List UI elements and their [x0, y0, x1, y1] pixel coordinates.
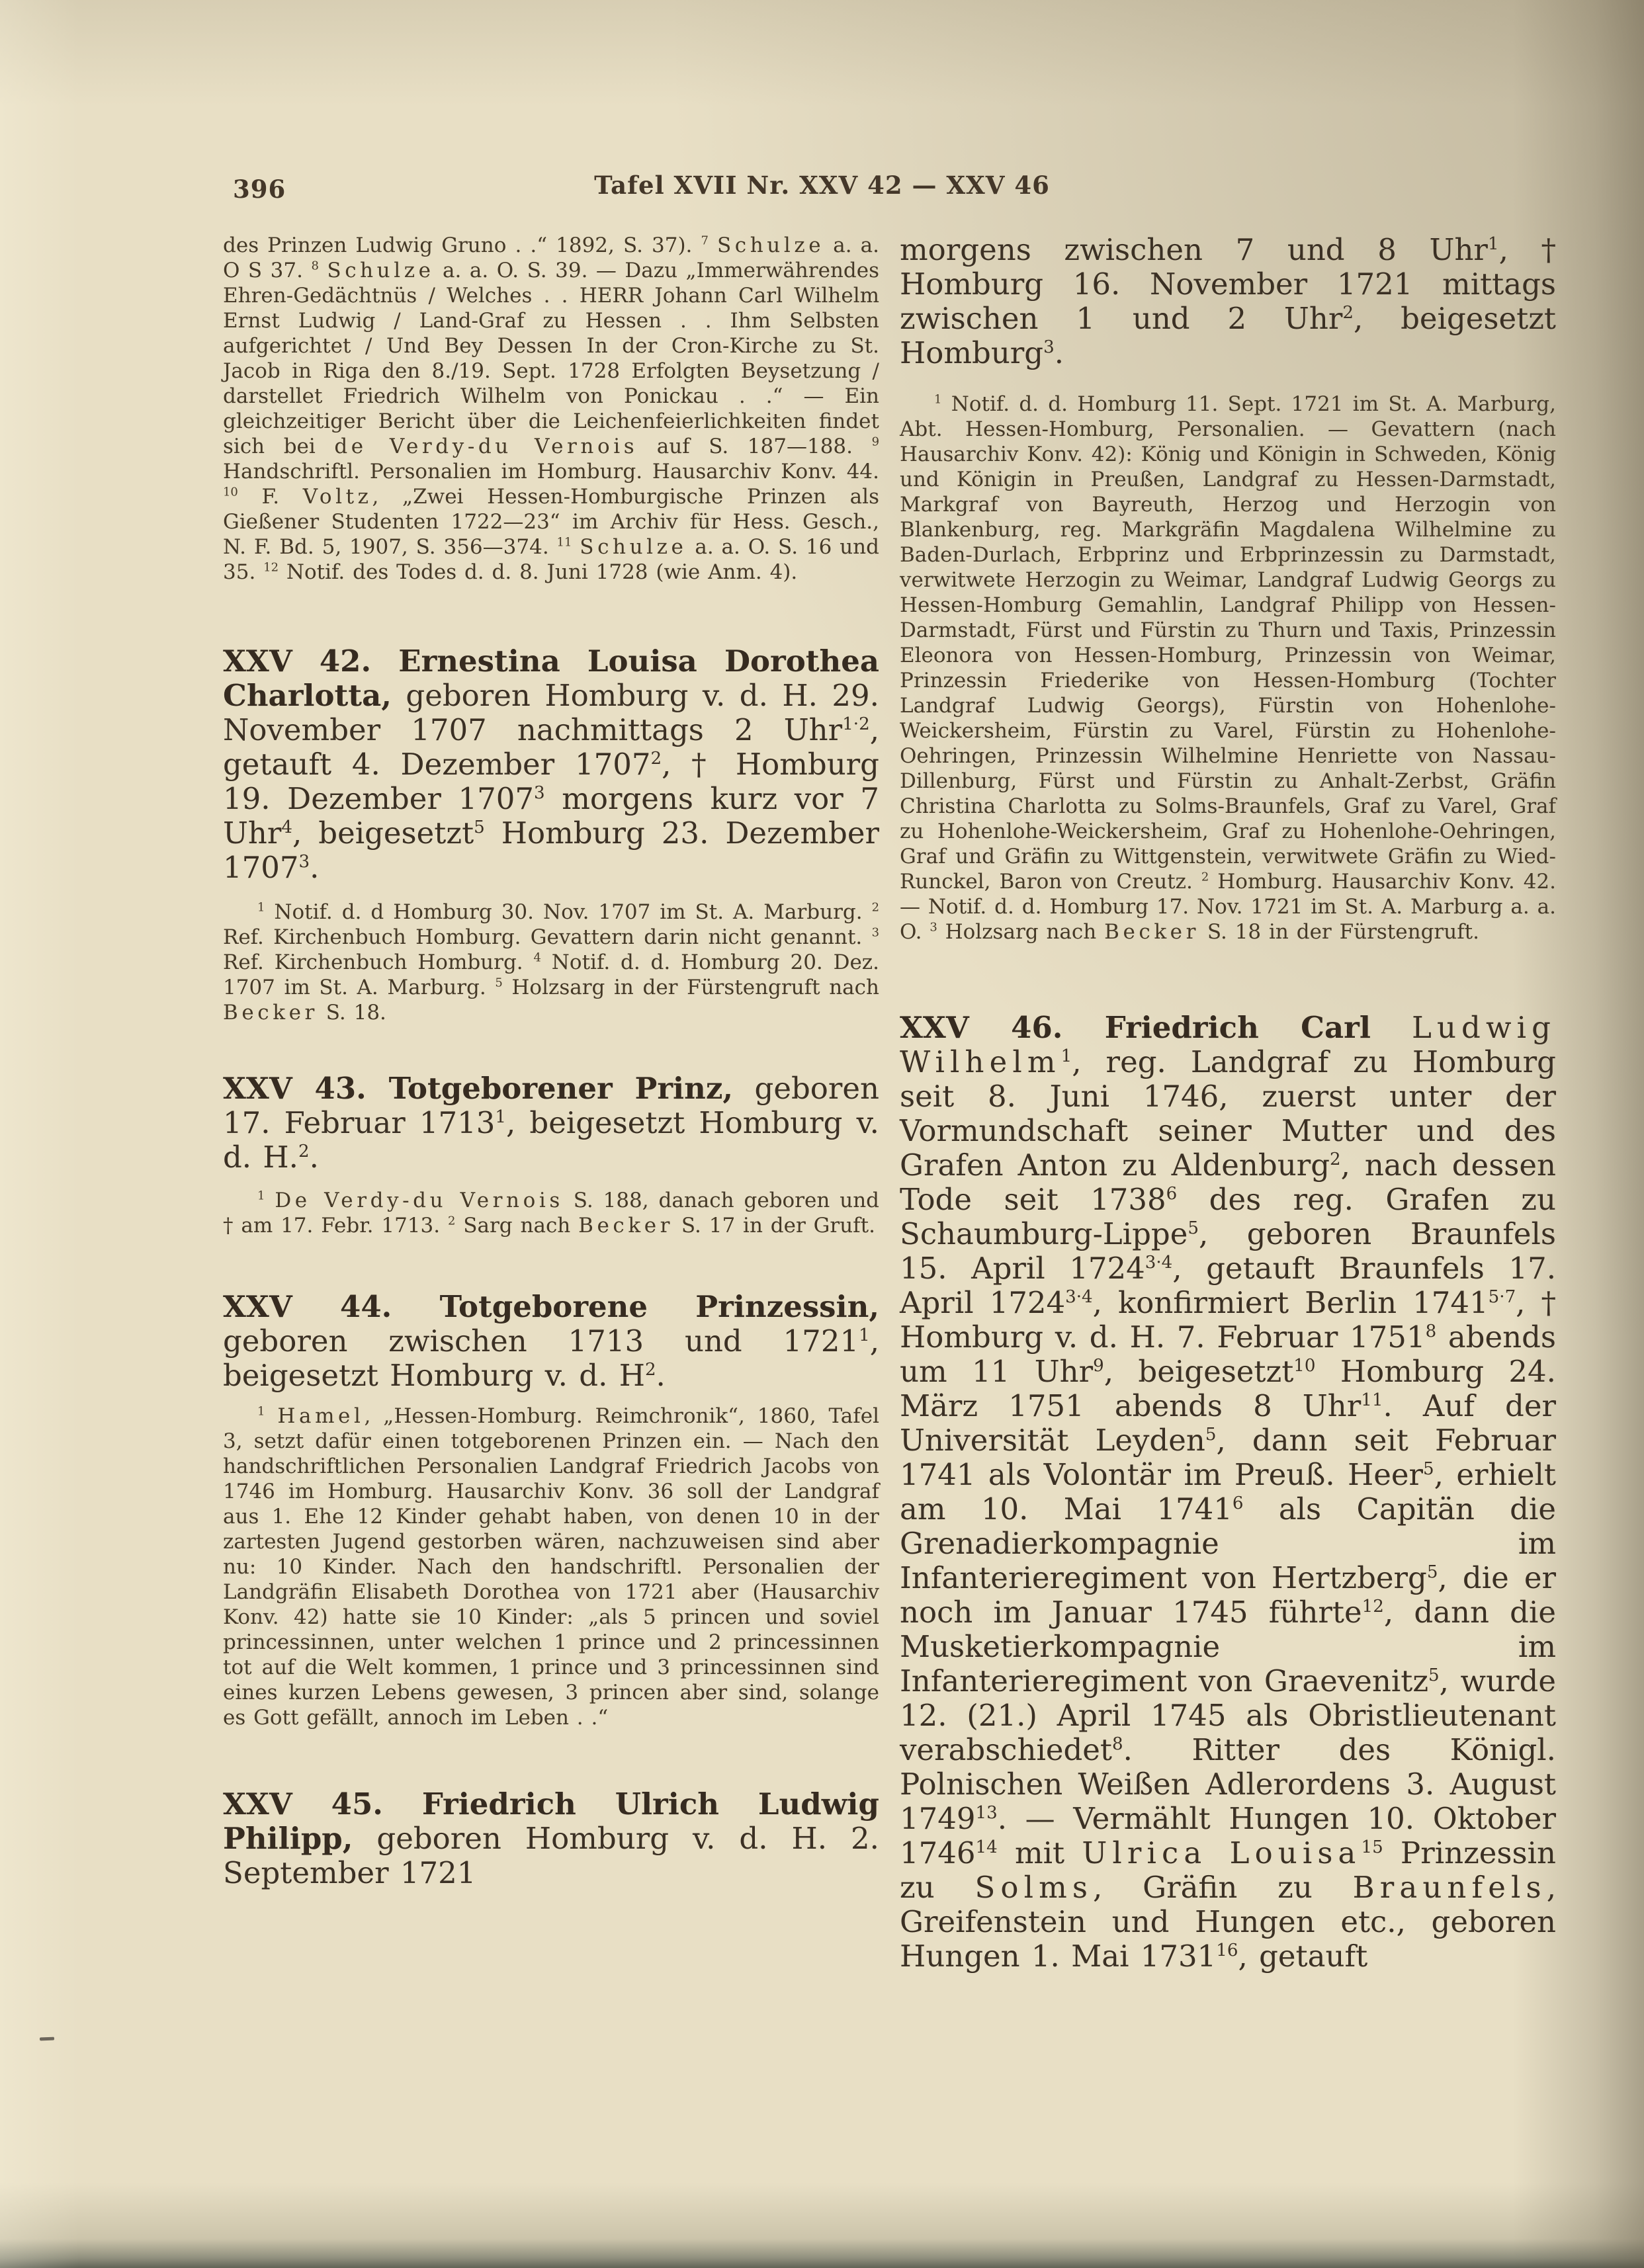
section-xxv44-footnote: $^1$ Hamel, „Hessen-Homburg. Reimchronik“, 1860, Tafel 3, setzt dafür einen totgeborenen Prinzen ein. — Nach den handschriftlichen Personalien Landgraf Friedrich Jacobs von 1746 im Homburg. Hausarchiv Konv. 36 soll der Landgraf aus 1. Ehe 12 Kinder gehabt haben, von denen 10 in der zartesten Jugend gestorben wären, nachzuweisen sind aber nu: 10 Kinder. Nach den handschriftl. Personalien der Landgräfin Elisabeth Dorothea von 1721 aber (Hausarchiv Konv. 42) hatte sie 10 Kinder: „als 5 princen und soviel princessinnen, unter welchen 1 prince und 2 princessinnen tot auf die Welt kommen, 1 prince und 3 princessinnen sind eines kurzen Lebens gewesen, 3 princen aber sind, solange es Gott gefällt, annoch im Leben . .“	[223, 1404, 879, 1730]
running-header-title: Tafel XVII Nr. XXV 42 — XXV 46	[594, 171, 1050, 200]
carryover-footnote: des Prinzen Ludwig Gruno . .“ 1892, S. 37). $^7$ Schulze a. a. O S 37. $^8$ Schulze a. a. O. S. 39. — Dazu „Immerwährendes Ehren-Gedächtnüs / Welches . . HERR Johann Carl Wilhelm Ernst Ludwig / Land-Graf zu Hessen . . Ihm Selbsten aufgerichtet / Und Bey Dessen In der Cron-Kirche zu St. Jacob in Riga den 8./19. Sept. 1728 Erfolgten Beysetzung / darstellet Friedrich Wilhelm von Ponickau . .“ — Ein gleichzeitiger Bericht über die Leichenfeierlichkeiten findet sich bei de Verdy-du Vernois auf S. 187—188. $^9$ Handschriftl. Personalien im Homburg. Hausarchiv Konv. 44. $^{10}$ F. Voltz, „Zwei Hessen-Homburgische Prinzen als Gießener Studenten 1722—23“ im Archiv für Hess. Gesch., N. F. Bd. 5, 1907, S. 356—374. $^{11}$ Schulze a. a. O. S. 16 und 35. $^{12}$ Notif. des Todes d. d. 8. Juni 1728 (wie Anm. 4).	[223, 233, 880, 584]
left-column	[223, 233, 879, 1890]
page-number: 396	[233, 175, 286, 204]
section-xxv43-footnote: $^1$ De Verdy-du Vernois S. 188, danach geboren und † am 17. Febr. 1713. $^2$ Sarg nach Becker S. 17 in der Gruft.	[223, 1189, 880, 1238]
running-head	[0, 171, 1644, 210]
section-xxv42-body: XXV 42. Ernestina Louisa Dorothea Charlotta, geboren Homburg v. d. H. 29. November 1707 nachmittags 2 Uhr$^{1\cdot 2}$, getauft 4. Dezember 1707$^2$, † Homburg 19. Dezember 1707$^3$ morgens kurz vor 7 Uhr$^4$, beigesetzt$^5$ Homburg 23. Dezember 1707$^3$.	[223, 644, 879, 885]
section-xxv45-body-continued: morgens zwischen 7 und 8 Uhr$^1$, † Homburg 16. November 1721 mittags zwischen 1 und 2 Uhr$^2$, beigesetzt Homburg$^3$.	[900, 232, 1557, 370]
section-xxv45-body: XXV 45. Friedrich Ulrich Ludwig Philipp, geboren Homburg v. d. H. 2. September 1721	[223, 1786, 879, 1890]
section-xxv44-body: XXV 44. Totgeborene Prinzessin, geboren zwischen 1713 und 1721$^1$, beigesetzt Homburg v. d. $H^2$.	[223, 1289, 879, 1393]
section-xxv45-footnote: $^1$ Notif. d. d. Homburg 11. Sept. 1721 im St. A. Marburg, Abt. Hessen-Homburg, Personalien. — Gevattern (nach Hausarchiv Konv. 42): König und Königin in Schweden, König und Königin in Preußen, Landgraf zu Hessen-Darmstadt, Markgraf von Bayreuth, Herzog und Herzogin von Blankenburg, reg. Markgräfin Magdalena Wilhelmine zu Baden-Durlach, Erbprinz und Erbprinzessin zu Darmstadt, verwitwete Herzogin zu Weimar, Landgraf Ludwig Georgs zu Hessen-Homburg Gemahlin, Landgraf Philipp von Hessen-Darmstadt, Fürst und Fürstin zu Thurn und Taxis, Prinzessin Eleonora von Hessen-Homburg, Prinzessin von Weimar, Prinzessin Friederike von Hessen-Homburg (Tochter Landgraf Ludwig Georgs), Fürstin von Hohenlohe-Weickersheim, Fürstin zu Varel, Fürstin zu Hohenlohe-Oehringen, Prinzessin Wilhelmine Henriette von Nassau-Dillenburg, Fürst und Fürstin zu Anhalt-Zerbst, Gräfin Christina Charlotta zu Solms-Braunfels, Graf zu Varel, Graf zu Hohenlohe-Weickersheim, Graf zu Hohenlohe-Oehringen, Graf und Gräfin zu Wittgenstein, verwitwete Gräfin zu Wied-Runckel, Baron von Creutz. $^2$ Homburg. Hausarchiv Konv. 42. — Notif. d. d. Homburg 17. Nov. 1721 im St. A. Marburg a. a. O. $^3$ Holzsarg nach Becker S. 18 in der Fürstengruft.	[900, 392, 1556, 944]
scan-artifact-dash	[40, 2037, 54, 2041]
right-column	[900, 233, 1556, 1974]
section-xxv46-body: XXV 46. Friedrich Carl Ludwig Wilhelm$^1$, reg. Landgraf zu Homburg seit 8. Juni 1746, zuerst unter der Vormundschaft seiner Mutter und des Grafen Anton zu Aldenburg$^2$, nach dessen Tode seit 1738$^6$ des reg. Grafen zu Schaumburg-Lippe$^5$, geboren Braunfels 15. April $1724^{3\cdot 4}$, getauft Braunfels 17. April $1724^{3\cdot 4}$, konfirmiert Berlin $1741^{5\cdot 7}$, † Homburg v. d. H. 7. Februar 1751$^8$ abends um 11 Uhr$^9$, beigesetzt$^{10}$ Homburg 24. März 1751 abends 8 Uhr$^{11}$. Auf der Universität Leyden$^5$, dann seit Februar 1741 als Volontär im Preuß. Heer$^5$, erhielt am 10. Mai 1741$^6$ als Capitän die Grenadierkompagnie im Infanterieregiment von Hertzberg$^5$, die er noch im Januar 1745 führte$^{12}$, dann die Musketierkompagnie im Infanterieregiment von Graevenitz$^5$, wurde 12. (21.) April 1745 als Obristlieutenant verabschiedet$^8$. Ritter des Königl. Polnischen Weißen Adlerordens 3. August 1749$^{13}$. — Vermählt Hungen 10. Oktober 1746$^{14}$ mit Ulrica Louisa$^{15}$ Prinzessin zu Solms, Gräfin zu Braunfels, Greifenstein und Hungen etc., geboren Hungen 1. Mai 1731$^{16}$, getauft	[900, 1010, 1557, 1974]
section-xxv43-body: XXV 43. Totgeborener Prinz, geboren 17. Februar 1713$^1$, beigesetzt Homburg v. d. H.$^2$.	[223, 1071, 879, 1175]
section-xxv42-footnote: $^1$ Notif. d. d Homburg 30. Nov. 1707 im St. A. Marburg. $^2$ Ref. Kirchenbuch Homburg. Gevattern darin nicht genannt. $^3$ Ref. Kirchenbuch Homburg. $^4$ Notif. d. d. Homburg 20. Dez. 1707 im St. A. Marburg. $^5$ Holzsarg in der Fürstengruft nach Becker S. 18.	[223, 900, 879, 1025]
